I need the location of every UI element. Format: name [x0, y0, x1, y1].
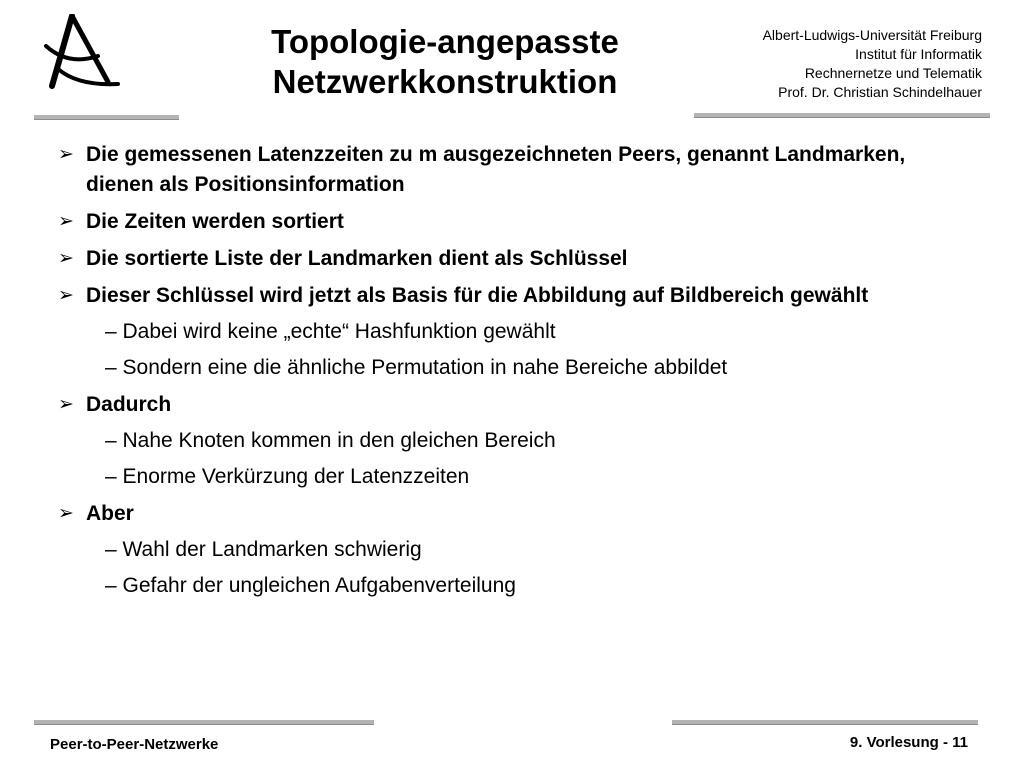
bullet-item [58, 390, 978, 420]
sub-bullet-item [58, 462, 978, 492]
bullet-text: Dadurch [86, 393, 172, 416]
bullet-text: – Enorme Verkürzung der Latenzzeiten [105, 465, 470, 488]
bullet-text: Die sortierte Liste der Landmarken dient als Schlüssel [86, 247, 628, 270]
header-divider-left [34, 115, 179, 120]
bullet-arrow-icon: ➢ [58, 248, 74, 269]
bullet-text: – Nahe Knoten kommen in den gleichen Bereich [105, 429, 556, 452]
bullet-arrow-icon: ➢ [58, 211, 74, 232]
bullet-item [58, 281, 978, 311]
sub-bullet-item [58, 535, 978, 565]
bullet-item [58, 207, 978, 237]
bullet-text: Die Zeiten werden sortiert [86, 210, 344, 233]
bullet-arrow-icon: ➢ [58, 285, 74, 306]
slide-content [58, 140, 978, 601]
bullet-text: Aber [86, 502, 134, 525]
institution-line: Institut für Informatik [855, 46, 982, 62]
bullet-arrow-icon: ➢ [58, 503, 74, 524]
bullet-item [58, 140, 978, 200]
slide-title-line: Netzwerkkonstruktion [272, 63, 618, 100]
sub-bullet-item [58, 353, 978, 383]
institution-line: Albert-Ludwigs-Universität Freiburg [762, 27, 982, 43]
bullet-item [58, 244, 978, 274]
institution-line: Prof. Dr. Christian Schindelhauer [778, 84, 982, 100]
footer-lecture-page: 9. Vorlesung - 11 [849, 734, 968, 751]
header-divider-right [694, 113, 990, 118]
bullet-text: – Wahl der Landmarken schwierig [105, 538, 422, 561]
bullet-text: – Dabei wird keine „echte“ Hashfunktion gewählt [105, 320, 556, 343]
sub-bullet-item [58, 317, 978, 347]
footer-divider-left [34, 720, 374, 725]
bullet-text: Die gemessenen Latenzzeiten zu m ausgezeichneten Peers, genannt Landmarken, dienen als Positionsinformation [86, 143, 906, 196]
institution-line: Rechnernetze und Telematik [804, 65, 982, 81]
bullet-arrow-icon: ➢ [58, 144, 74, 165]
slide-title [200, 22, 690, 102]
bullet-item [58, 499, 978, 529]
bullet-arrow-icon: ➢ [58, 394, 74, 415]
sub-bullet-item [58, 426, 978, 456]
bullet-text: – Gefahr der ungleichen Aufgabenverteilung [105, 574, 516, 597]
university-logo-icon [38, 14, 124, 94]
footer-course: Peer-to-Peer-Netzwerke [50, 736, 219, 753]
sub-bullet-item [58, 571, 978, 601]
bullet-text: Dieser Schlüssel wird jetzt als Basis für die Abbildung auf Bildbereich gewählt [86, 284, 869, 307]
bullet-text: – Sondern eine die ähnliche Permutation in nahe Bereiche abbildet [105, 356, 728, 379]
institution-block [682, 26, 982, 102]
slide-title-line: Topologie-angepasste [271, 23, 619, 60]
footer-divider-right [672, 720, 978, 725]
